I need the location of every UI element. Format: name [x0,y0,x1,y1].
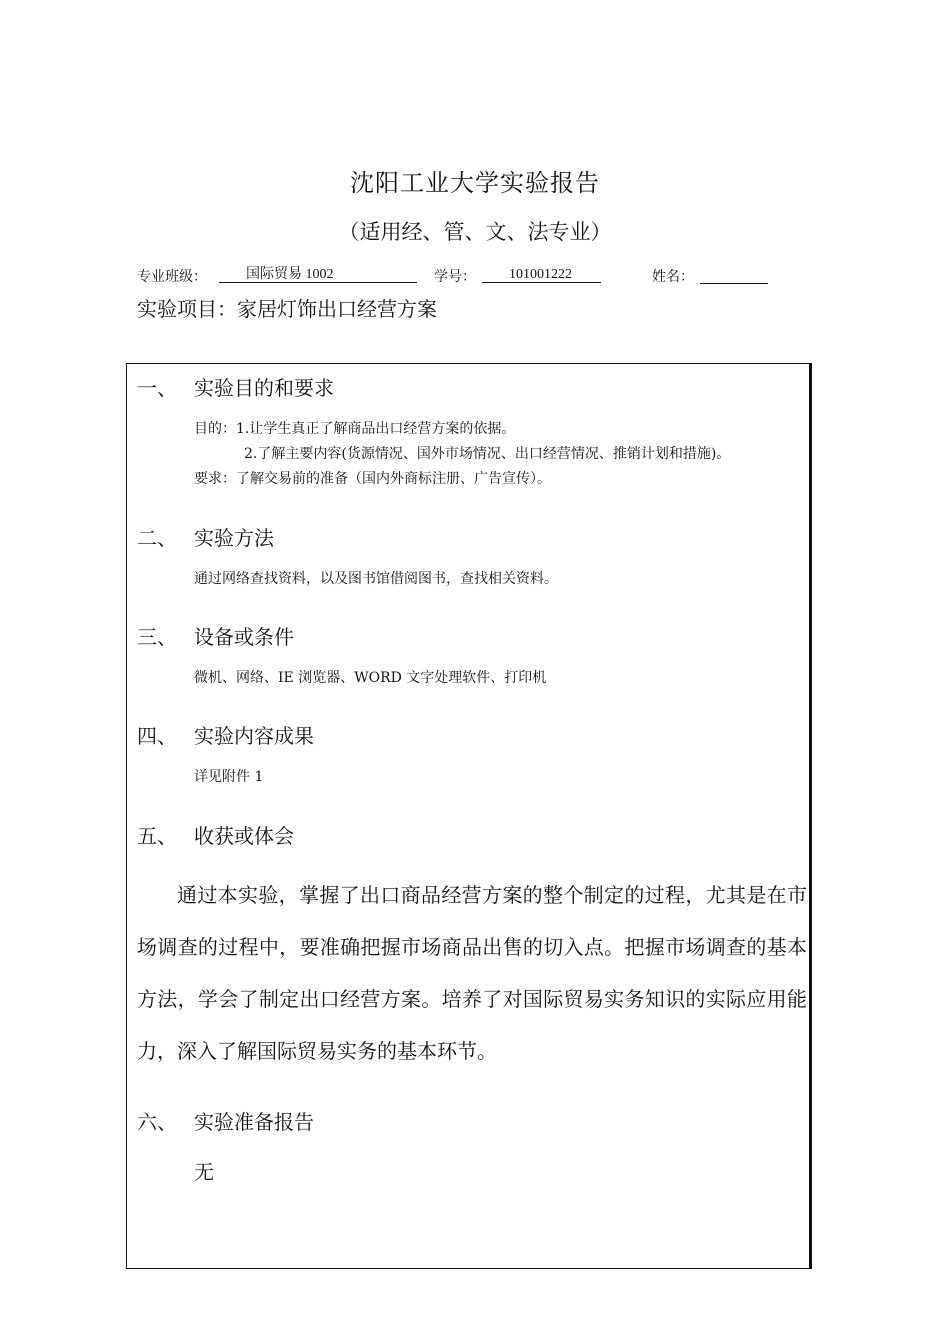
class-label: 专业班级： [137,270,207,285]
report-subtitle: （适用经、管、文、法专业） [338,220,612,244]
section-6-line-1: 无 [194,1160,214,1184]
project-title: 实验项目：家居灯饰出口经营方案 [137,297,437,321]
section-title: 实验方法 [194,526,274,550]
name-value [700,266,768,284]
section-number: 四、 [137,724,177,748]
section-number: 二、 [137,526,177,550]
section-4-line-1: 详见附件 1 [194,769,264,785]
section-1-line-3: 要求：了解交易前的准备（国内外商标注册、广告宣传）。 [194,471,551,487]
section-2-line-1: 通过网络查找资料，以及图书馆借阅图书，查找相关资料。 [194,571,558,587]
section-title: 实验内容成果 [194,724,314,748]
name-label: 姓名： [652,270,694,285]
section-1-line-2: 2.了解主要内容(货源情况、国外市场情况、出口经营情况、推销计划和措施)。 [244,446,731,462]
section-number: 三、 [137,625,177,649]
section-title: 设备或条件 [194,625,294,649]
report-title: 沈阳工业大学实验报告 [350,169,600,197]
student-id-label: 学号： [434,270,476,285]
section-title: 实验目的和要求 [194,376,334,400]
section-title: 实验准备报告 [194,1110,314,1134]
section-number: 五、 [137,824,177,848]
section-number: 一、 [137,376,177,400]
section-3-line-1: 微机、网络、IE 浏览器、WORD 文字处理软件、打印机 [194,670,547,686]
section-1-line-1: 目的：1.让学生真正了解商品出口经营方案的依据。 [194,421,516,437]
student-id-value: 101001222 [482,266,601,283]
section-number: 六、 [137,1110,177,1134]
class-value: 国际贸易 1002 [219,266,417,283]
report-body-box [126,363,812,1269]
section-5-paragraph: 通过本实验，掌握了出口商品经营方案的整个制定的过程，尤其是在市场调查的过程中，要准确把握市场商品出售的切入点。把握市场调查的基本方法，学会了制定出口经营方案。培养了对国际贸易实务知识的实际应用能力，深入了解国际贸易实务的基本环节。 [137,883,807,1063]
section-title: 收获或体会 [194,824,294,848]
